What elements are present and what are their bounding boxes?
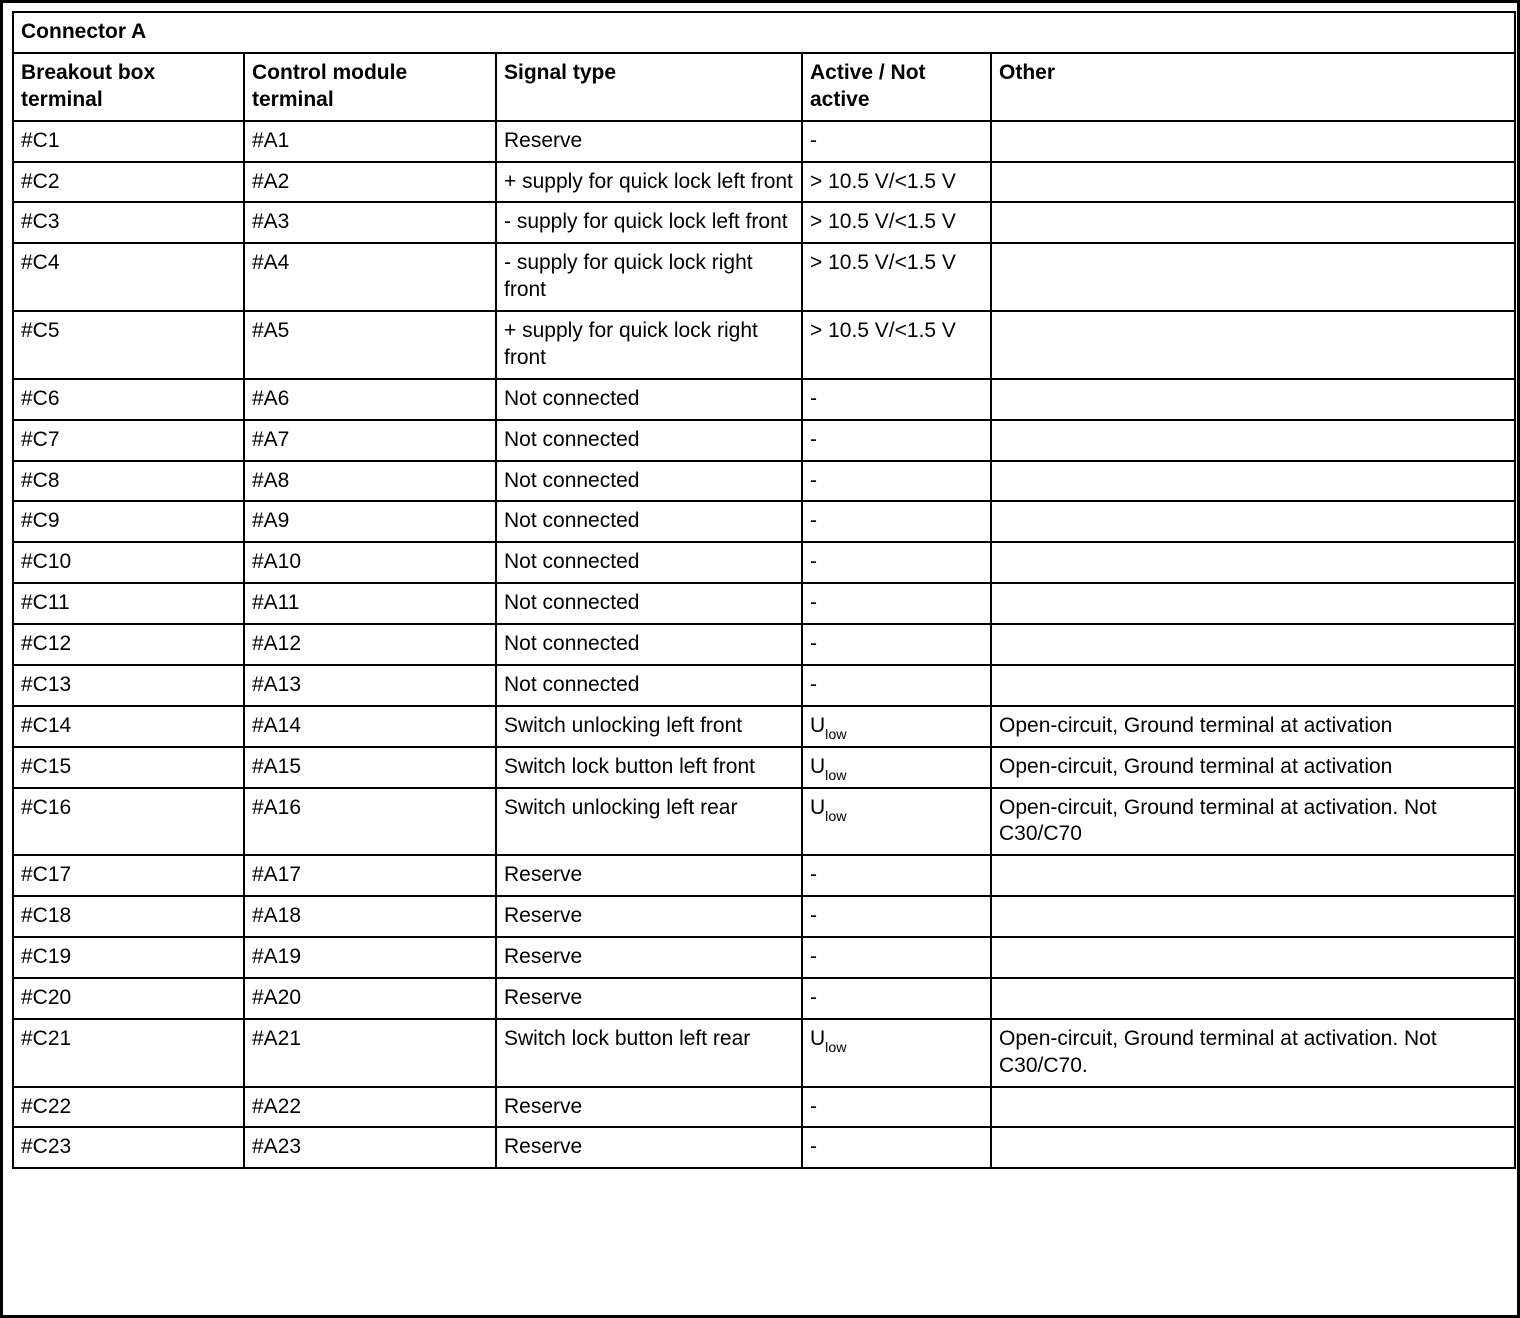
cell-breakout: #C19 (13, 937, 244, 978)
cell-signal: Reserve (496, 1127, 802, 1168)
cell-signal: Not connected (496, 665, 802, 706)
cell-other (991, 624, 1515, 665)
cell-signal: Switch unlocking left rear (496, 788, 802, 856)
cell-breakout: #C16 (13, 788, 244, 856)
cell-module: #A12 (244, 624, 496, 665)
cell-breakout: #C2 (13, 162, 244, 203)
cell-module: #A4 (244, 243, 496, 311)
cell-module: #A23 (244, 1127, 496, 1168)
cell-active: $U_{low}$ (802, 788, 991, 856)
table-row (13, 311, 1515, 379)
cell-breakout: #C12 (13, 624, 244, 665)
table-row (13, 379, 1515, 420)
cell-module: #A2 (244, 162, 496, 203)
cell-active: - (802, 379, 991, 420)
cell-other (991, 461, 1515, 502)
cell-signal: Reserve (496, 978, 802, 1019)
cell-active: - (802, 121, 991, 162)
table-row (13, 1127, 1515, 1168)
column-header: Other (991, 53, 1515, 121)
cell-signal: + supply for quick lock right front (496, 311, 802, 379)
cell-breakout: #C15 (13, 747, 244, 788)
cell-other: Open-circuit, Ground terminal at activation (991, 706, 1515, 747)
table-row (13, 788, 1515, 856)
cell-active: $U_{low}$ (802, 1019, 991, 1087)
table-row (13, 937, 1515, 978)
cell-active: - (802, 1087, 991, 1128)
cell-breakout: #C14 (13, 706, 244, 747)
cell-active: > 10.5 V/<1.5 V (802, 243, 991, 311)
cell-breakout: #C3 (13, 202, 244, 243)
cell-module: #A5 (244, 311, 496, 379)
cell-active: $U_{low}$ (802, 747, 991, 788)
table-row (13, 243, 1515, 311)
table-row (13, 501, 1515, 542)
cell-signal: Not connected (496, 583, 802, 624)
cell-signal: Switch lock button left rear (496, 1019, 802, 1087)
cell-breakout: #C18 (13, 896, 244, 937)
table-row (13, 1087, 1515, 1128)
cell-other (991, 311, 1515, 379)
cell-module: #A6 (244, 379, 496, 420)
cell-other (991, 121, 1515, 162)
cell-module: #A20 (244, 978, 496, 1019)
cell-other (991, 379, 1515, 420)
cell-active: - (802, 978, 991, 1019)
table-row (13, 583, 1515, 624)
table-row (13, 665, 1515, 706)
cell-active: - (802, 542, 991, 583)
cell-module: #A16 (244, 788, 496, 856)
cell-module: #A15 (244, 747, 496, 788)
table-row (13, 461, 1515, 502)
cell-breakout: #C20 (13, 978, 244, 1019)
cell-signal: - supply for quick lock left front (496, 202, 802, 243)
cell-active: $U_{low}$ (802, 706, 991, 747)
cell-other: Open-circuit, Ground terminal at activation (991, 747, 1515, 788)
column-header: Control module terminal (244, 53, 496, 121)
cell-breakout: #C17 (13, 855, 244, 896)
connector-a-table (12, 11, 1516, 1169)
cell-breakout: #C6 (13, 379, 244, 420)
table-row (13, 896, 1515, 937)
cell-active: - (802, 855, 991, 896)
cell-signal: Not connected (496, 501, 802, 542)
cell-other: Open-circuit, Ground terminal at activation. Not C30/C70 (991, 788, 1515, 856)
cell-active: - (802, 583, 991, 624)
cell-signal: Reserve (496, 855, 802, 896)
cell-active: - (802, 896, 991, 937)
cell-signal: Not connected (496, 461, 802, 502)
cell-signal: Not connected (496, 542, 802, 583)
cell-breakout: #C23 (13, 1127, 244, 1168)
table-row (13, 202, 1515, 243)
cell-module: #A9 (244, 501, 496, 542)
cell-active: - (802, 420, 991, 461)
cell-other (991, 937, 1515, 978)
column-header-row (13, 53, 1515, 121)
cell-module: #A1 (244, 121, 496, 162)
cell-signal: Not connected (496, 420, 802, 461)
cell-signal: Reserve (496, 121, 802, 162)
table-row (13, 706, 1515, 747)
table-row (13, 162, 1515, 203)
cell-active: > 10.5 V/<1.5 V (802, 162, 991, 203)
cell-signal: Not connected (496, 624, 802, 665)
cell-signal: - supply for quick lock right front (496, 243, 802, 311)
table-row (13, 1019, 1515, 1087)
cell-signal: Switch unlocking left front (496, 706, 802, 747)
table-row (13, 542, 1515, 583)
cell-other (991, 896, 1515, 937)
cell-breakout: #C22 (13, 1087, 244, 1128)
cell-breakout: #C13 (13, 665, 244, 706)
cell-module: #A13 (244, 665, 496, 706)
table-row (13, 121, 1515, 162)
cell-active: - (802, 937, 991, 978)
cell-other (991, 665, 1515, 706)
cell-active: - (802, 1127, 991, 1168)
cell-module: #A19 (244, 937, 496, 978)
cell-other (991, 162, 1515, 203)
cell-other (991, 1127, 1515, 1168)
cell-other (991, 855, 1515, 896)
cell-signal: Reserve (496, 937, 802, 978)
cell-other (991, 583, 1515, 624)
cell-other (991, 542, 1515, 583)
cell-breakout: #C1 (13, 121, 244, 162)
cell-other (991, 243, 1515, 311)
cell-active: > 10.5 V/<1.5 V (802, 311, 991, 379)
cell-active: - (802, 624, 991, 665)
column-header: Signal type (496, 53, 802, 121)
cell-breakout: #C5 (13, 311, 244, 379)
cell-breakout: #C9 (13, 501, 244, 542)
cell-active: > 10.5 V/<1.5 V (802, 202, 991, 243)
cell-module: #A3 (244, 202, 496, 243)
table-body (13, 121, 1515, 1169)
cell-breakout: #C4 (13, 243, 244, 311)
cell-module: #A21 (244, 1019, 496, 1087)
cell-breakout: #C7 (13, 420, 244, 461)
cell-module: #A14 (244, 706, 496, 747)
cell-module: #A11 (244, 583, 496, 624)
cell-active: - (802, 501, 991, 542)
table-row (13, 747, 1515, 788)
table-title: Connector A (13, 12, 1515, 53)
cell-signal: + supply for quick lock left front (496, 162, 802, 203)
cell-other (991, 420, 1515, 461)
column-header: Active / Not active (802, 53, 991, 121)
cell-breakout: #C8 (13, 461, 244, 502)
cell-signal: Reserve (496, 896, 802, 937)
cell-module: #A18 (244, 896, 496, 937)
table-row (13, 420, 1515, 461)
cell-breakout: #C11 (13, 583, 244, 624)
cell-breakout: #C21 (13, 1019, 244, 1087)
cell-active: - (802, 461, 991, 502)
cell-other (991, 978, 1515, 1019)
cell-module: #A7 (244, 420, 496, 461)
cell-breakout: #C10 (13, 542, 244, 583)
cell-signal: Switch lock button left front (496, 747, 802, 788)
table-row (13, 855, 1515, 896)
cell-module: #A8 (244, 461, 496, 502)
cell-other (991, 1087, 1515, 1128)
title-row (13, 12, 1515, 53)
table-row (13, 624, 1515, 665)
cell-module: #A17 (244, 855, 496, 896)
cell-module: #A22 (244, 1087, 496, 1128)
cell-signal: Reserve (496, 1087, 802, 1128)
cell-other (991, 501, 1515, 542)
table-row (13, 978, 1515, 1019)
column-header: Breakout box terminal (13, 53, 244, 121)
cell-signal: Not connected (496, 379, 802, 420)
cell-active: - (802, 665, 991, 706)
cell-module: #A10 (244, 542, 496, 583)
cell-other: Open-circuit, Ground terminal at activation. Not C30/C70. (991, 1019, 1515, 1087)
cell-other (991, 202, 1515, 243)
